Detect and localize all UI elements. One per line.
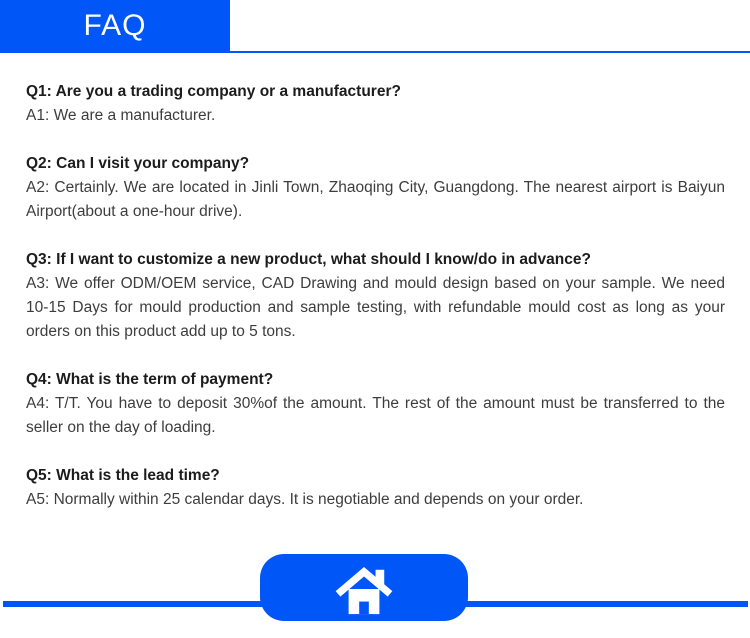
faq-answer: A4: T/T. You have to deposit 30%of the amount. The rest of the amount must be transferred to the seller on the day of loading. <box>26 395 725 436</box>
faq-title-tab <box>0 0 230 53</box>
home-icon <box>333 564 395 616</box>
faq-question: Q5: What is the lead time? <box>26 467 220 484</box>
faq-question: Q1: Are you a trading company or a manufacturer? <box>26 83 401 100</box>
home-button[interactable] <box>260 554 468 621</box>
faq-question: Q4: What is the term of payment? <box>26 371 274 388</box>
faq-answer: A1: We are a manufacturer. <box>26 107 216 124</box>
faq-item <box>26 368 725 440</box>
faq-item <box>26 248 725 344</box>
faq-item <box>26 464 725 512</box>
faq-answer: A2: Certainly. We are located in Jinli Town, Zhaoqing City, Guangdong. The nearest airport is Baiyun Airport(about a one-hour drive). <box>26 179 725 220</box>
page-title: FAQ <box>83 8 147 42</box>
faq-answer: A5: Normally within 25 calendar days. It is negotiable and depends on your order. <box>26 491 584 508</box>
faq-content <box>0 53 750 512</box>
faq-question: Q3: If I want to customize a new product, what should I know/do in advance? <box>26 251 591 268</box>
faq-item <box>26 80 725 128</box>
faq-question: Q2: Can I visit your company? <box>26 155 250 172</box>
faq-answer: A3: We offer ODM/OEM service, CAD Drawing and mould design based on your sample. We need 10-15 Days for mould production and sample testing, with refundable mould cost as long as your orders on this product add up to 5 tons. <box>26 275 725 340</box>
faq-header-row <box>0 0 750 53</box>
faq-item <box>26 152 725 224</box>
